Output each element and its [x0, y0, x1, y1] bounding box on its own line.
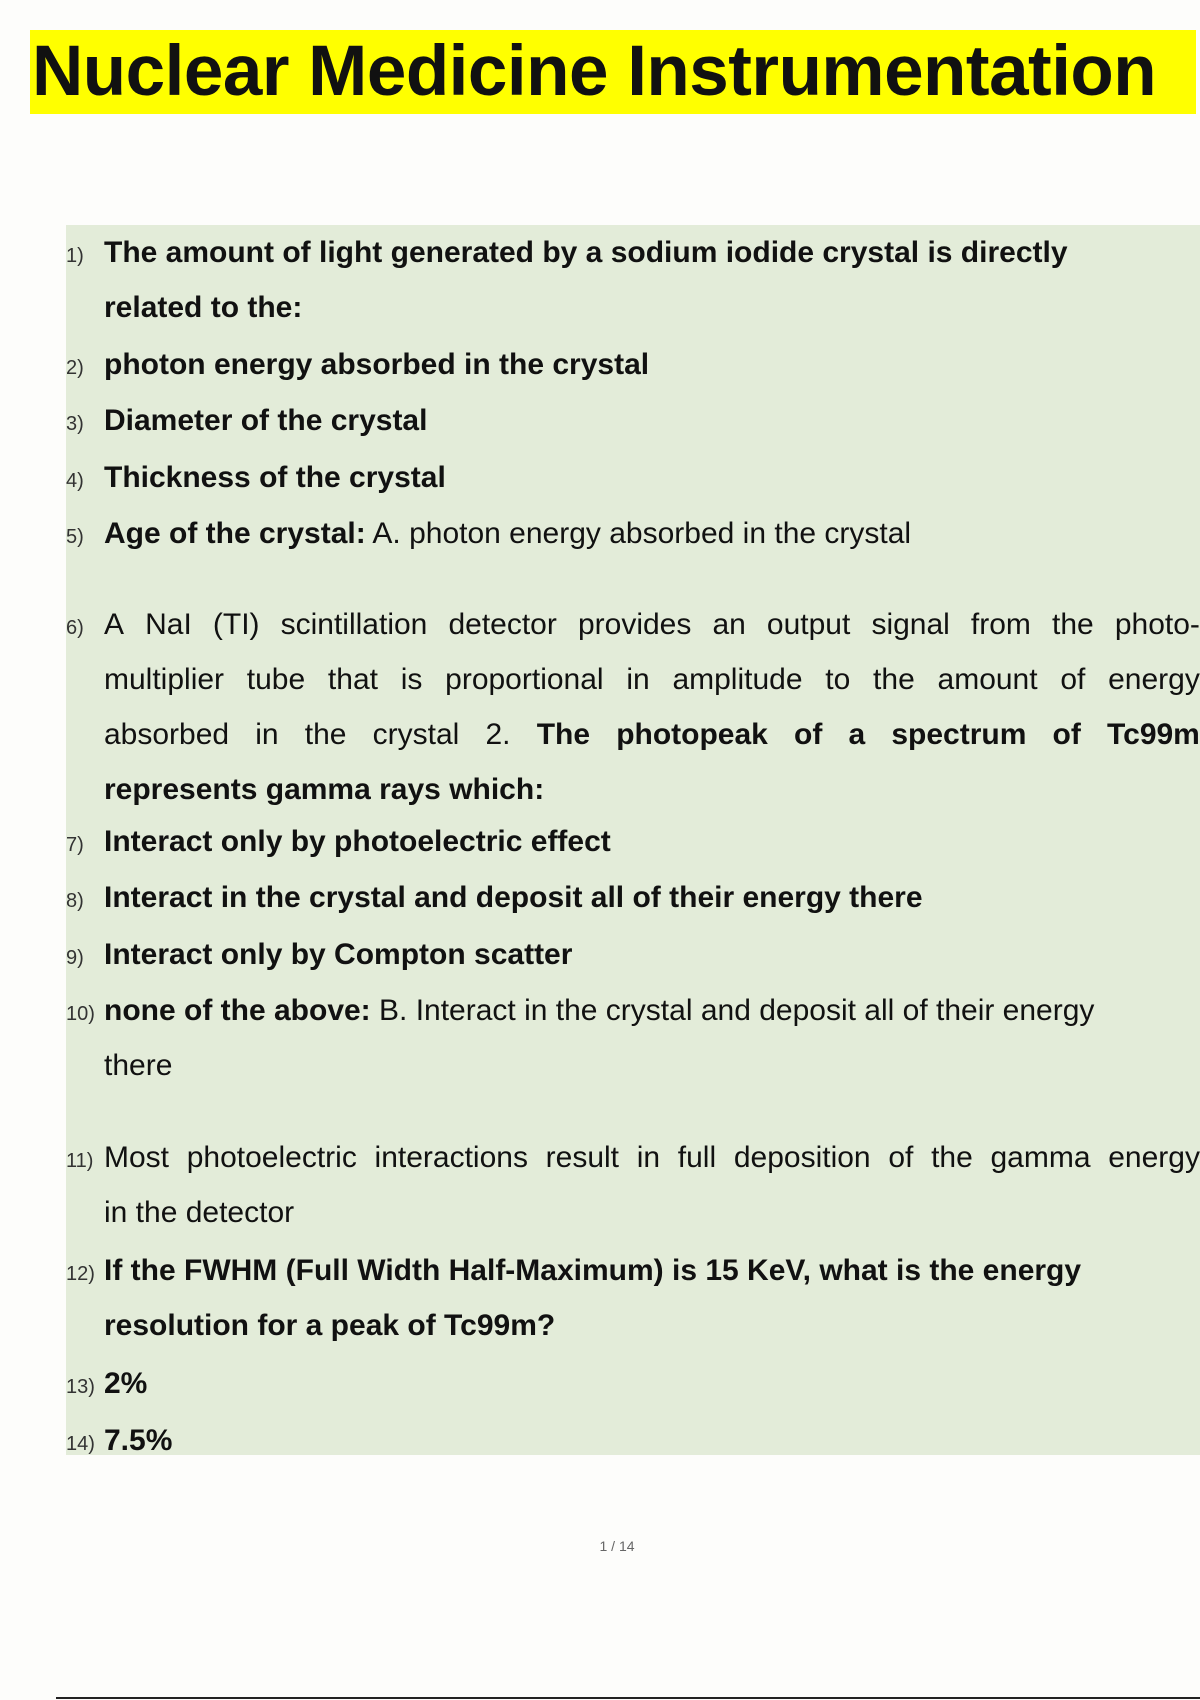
item-text: Thickness of the crystal [104, 461, 446, 494]
item-line-4: represents gamma rays which: [104, 773, 545, 806]
item-line-3: absorbed in the crystal 2. The photopeak of a spectrum of Tc99m [104, 718, 1200, 751]
item-number: 11) [66, 1150, 94, 1172]
item-line-2: multiplier tube that is proportional in amplitude to the amount of energy [104, 663, 1200, 696]
item-number: 2) [66, 357, 84, 379]
item-text: Interact in the crystal and deposit all of their energy there [104, 881, 923, 914]
item-number: 8) [66, 890, 84, 912]
item-text-continued: resolution for a peak of Tc99m? [104, 1309, 556, 1342]
item-number: 13) [66, 1376, 95, 1398]
footer-divider [56, 1697, 1200, 1699]
item-number: 9) [66, 947, 84, 969]
item-text: 7.5% [104, 1424, 173, 1457]
document-title: Nuclear Medicine Instrumentation [32, 32, 1157, 111]
item-number: 14) [66, 1433, 95, 1455]
item-text-continued: in the detector [104, 1196, 295, 1229]
answer-text-continued: there [104, 1049, 173, 1082]
item-text: photon energy absorbed in the crystal [104, 348, 650, 381]
item-text: Age of the crystal: [104, 517, 366, 550]
item-number: 12) [66, 1263, 95, 1285]
item-number: 3) [66, 413, 84, 435]
item-number: 1) [66, 245, 84, 267]
item-text: If the FWHM (Full Width Half-Maximum) is 15 KeV, what is the energy [104, 1254, 1082, 1287]
item-text: The amount of light generated by a sodium iodide crystal is directly [104, 236, 1068, 269]
answer-text: A. photon energy absorbed in the crystal [365, 517, 912, 550]
question-list [66, 225, 1200, 1455]
item-text: Interact only by Compton scatter [104, 938, 573, 971]
answer-text: B. Interact in the crystal and deposit all of their energy [370, 994, 1095, 1027]
item-line-1: A NaI (TI) scintillation detector provides an output signal from the photo- [104, 608, 1200, 641]
item-text: Interact only by photoelectric effect [104, 825, 611, 858]
item-text: Diameter of the crystal [104, 404, 428, 437]
page-indicator: 1 / 14 [599, 1538, 635, 1554]
item-text: none of the above: [104, 994, 371, 1027]
item-number: 7) [66, 834, 84, 856]
item-number: 6) [66, 617, 84, 639]
item-number: 4) [66, 470, 84, 492]
item-number: 5) [66, 526, 84, 548]
item-number: 10) [66, 1003, 95, 1025]
item-text: 2% [104, 1367, 148, 1400]
item-text-continued: related to the: [104, 291, 303, 324]
title-banner [30, 30, 1196, 114]
item-line-1: Most photoelectric interactions result in full deposition of the gamma energy [104, 1141, 1200, 1174]
